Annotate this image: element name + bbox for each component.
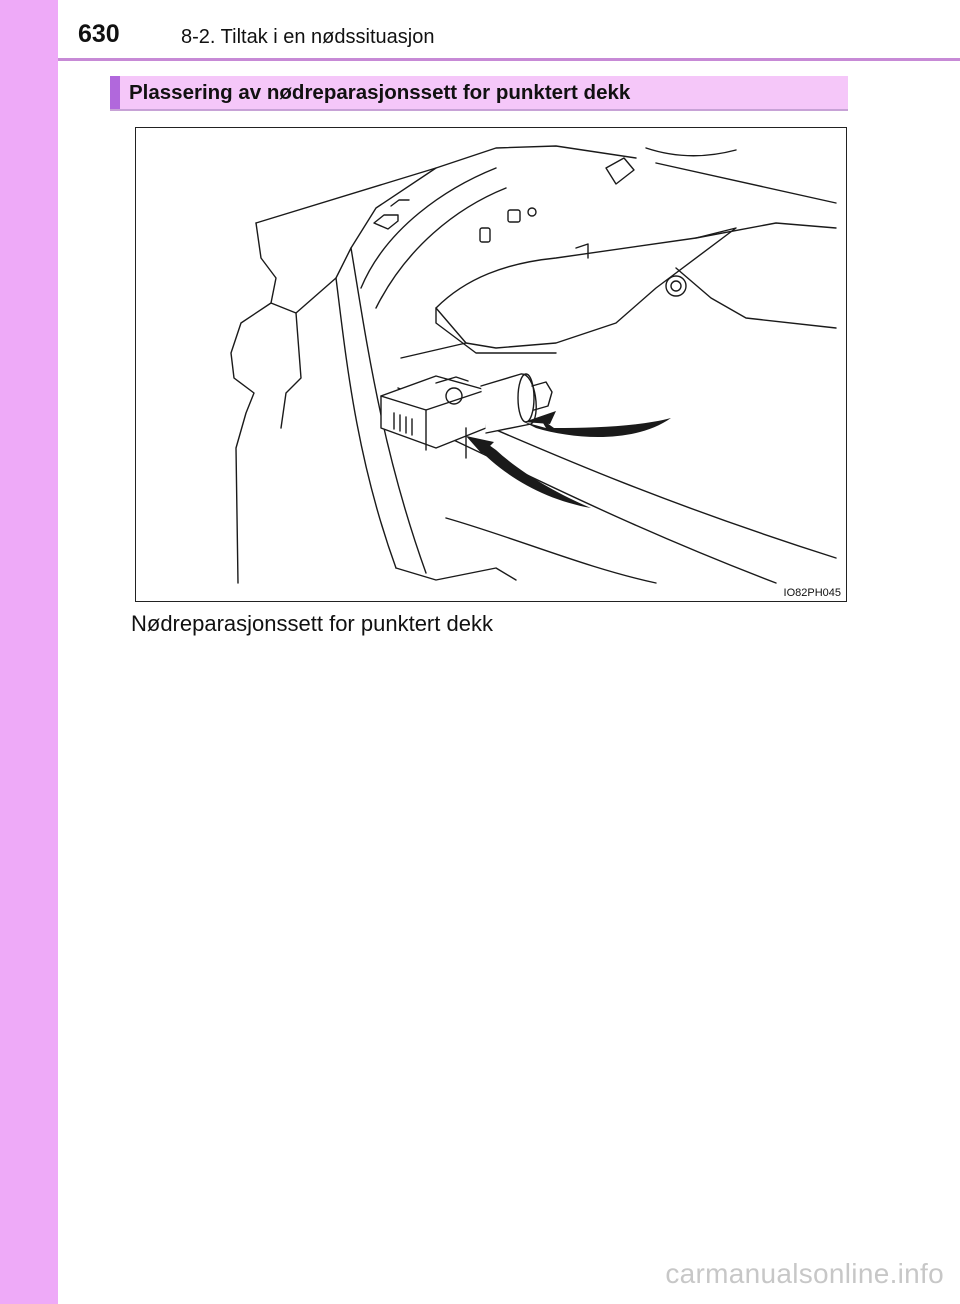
side-tab-bar [0,0,58,1304]
section-accent-bar [110,76,120,109]
figure-code: IO82PH045 [783,587,841,599]
page-number: 630 [78,20,120,48]
section-title: Plassering av nødreparasjonssett for punktert dekk [129,81,631,104]
figure-caption: Nødreparasjonssett for punktert dekk [131,611,493,636]
chapter-title: 8-2. Tiltak i en nødssituasjon [181,26,435,48]
section-divider [110,109,848,111]
trunk-illustration [136,128,847,602]
section-heading [110,76,848,109]
watermark: carmanualsonline.info [665,1258,944,1289]
illustration-frame [135,127,847,602]
header-divider [58,58,960,61]
